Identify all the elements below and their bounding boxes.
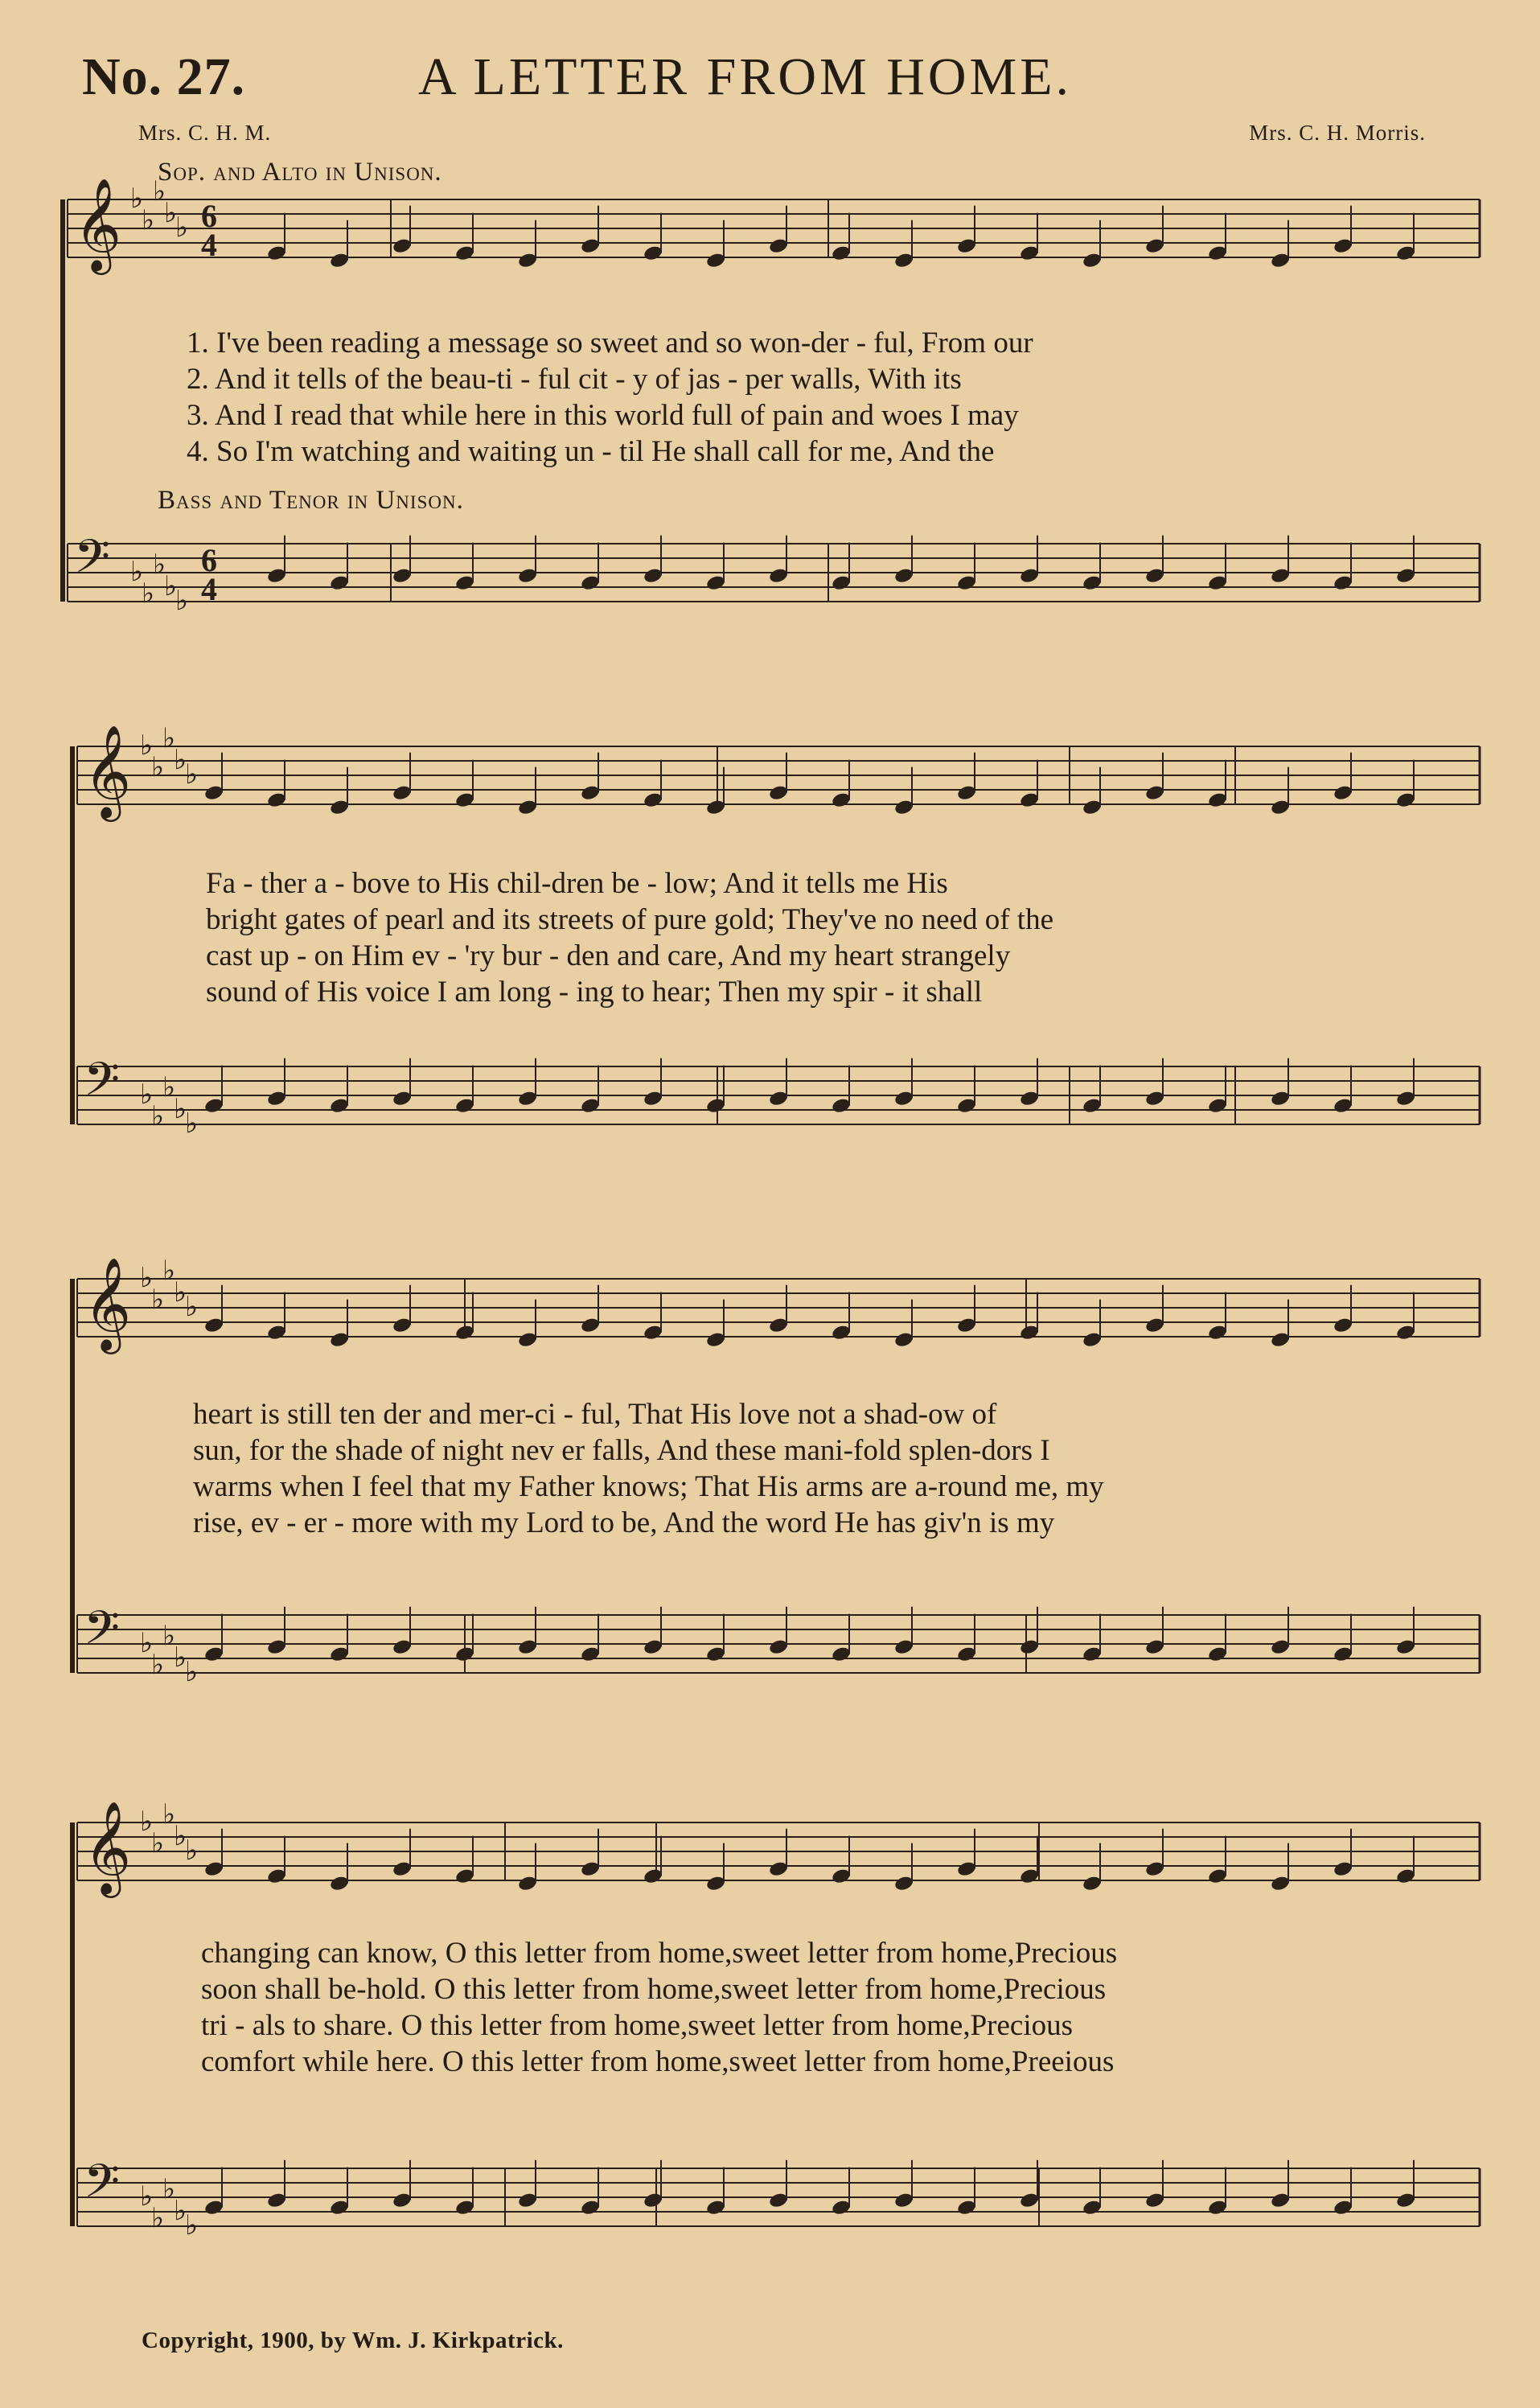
flat-icon: ♭ bbox=[164, 197, 178, 229]
flat-icon: ♭ bbox=[130, 556, 144, 588]
verse-line: Fa - ther a - bove to His chil-dren be - low; And it tells me His bbox=[206, 867, 948, 900]
verse-line: 2. And it tells of the beau-ti - ful cit - y of jas - per walls, With its bbox=[187, 363, 962, 396]
flat-icon: ♭ bbox=[153, 549, 166, 581]
flat-icon: ♭ bbox=[162, 722, 176, 754]
flat-icon: ♭ bbox=[140, 1079, 154, 1111]
time-signature-top: 6 bbox=[201, 542, 217, 578]
flat-icon: ♭ bbox=[151, 1100, 165, 1132]
flat-icon: ♭ bbox=[130, 183, 144, 215]
flat-icon: ♭ bbox=[142, 204, 155, 236]
verse-line: rise, ev - er - more with my Lord to be, And the word He has giv'n is my bbox=[193, 1506, 1055, 1539]
flat-icon: ♭ bbox=[140, 729, 154, 762]
flat-icon: ♭ bbox=[185, 1656, 199, 1688]
flat-icon: ♭ bbox=[174, 1093, 187, 1125]
verse-line: changing can know, O this letter from home,sweet letter from home,Precious bbox=[201, 1937, 1118, 1970]
verse-line: sound of His voice I am long - ing to hear; Then my spir - it shall bbox=[206, 976, 983, 1009]
flat-icon: ♭ bbox=[185, 2209, 199, 2242]
verse-line: 4. So I'm watching and waiting un - til He shall call for me, And the bbox=[187, 435, 995, 468]
hymn-number: No. 27. bbox=[82, 47, 246, 106]
flat-icon: ♭ bbox=[162, 1071, 176, 1103]
lyrics-system-1 bbox=[187, 325, 1033, 470]
flat-icon: ♭ bbox=[174, 1276, 187, 1309]
verse-line: heart is still ten der and mer-ci - ful, That His love not a shad-ow of bbox=[193, 1398, 997, 1431]
bass-clef-icon: 𝄢 bbox=[74, 528, 111, 595]
lyrics-system-2 bbox=[206, 865, 1053, 1010]
treble-clef-icon: 𝄞 bbox=[74, 176, 122, 271]
verse-line: tri - als to share. O this letter from home,sweet letter from home,Precious bbox=[201, 2009, 1074, 2042]
flat-icon: ♭ bbox=[140, 1627, 154, 1659]
words-credit: Mrs. C. H. M. bbox=[138, 121, 272, 145]
time-signature-bottom: 4 bbox=[201, 571, 217, 607]
flat-icon: ♭ bbox=[174, 744, 187, 776]
hymn-title: A LETTER FROM HOME. bbox=[418, 47, 1073, 106]
verse-line: bright gates of pearl and its streets of pure gold; They've no need of the bbox=[206, 903, 1054, 936]
flat-icon: ♭ bbox=[162, 1798, 176, 1831]
flat-icon: ♭ bbox=[151, 2202, 165, 2234]
flat-icon: ♭ bbox=[185, 1107, 199, 1140]
flat-icon: ♭ bbox=[140, 1806, 154, 1838]
music-credit: Mrs. C. H. Morris. bbox=[1249, 121, 1426, 145]
flat-icon: ♭ bbox=[151, 1827, 165, 1859]
verse-line: 1. I've been reading a message so sweet and so won-der - ful, From our bbox=[187, 327, 1033, 360]
bass-clef-icon: 𝄢 bbox=[84, 2153, 121, 2220]
flat-icon: ♭ bbox=[174, 1642, 187, 1674]
time-signature-top: 6 bbox=[201, 198, 217, 234]
lyrics-system-3 bbox=[193, 1396, 1104, 1541]
flat-icon: ♭ bbox=[151, 1649, 165, 1681]
flat-icon: ♭ bbox=[151, 751, 165, 783]
flat-icon: ♭ bbox=[142, 577, 155, 610]
flat-icon: ♭ bbox=[140, 1262, 154, 1294]
treble-clef-icon: 𝄞 bbox=[84, 723, 132, 818]
verse-line: comfort while here. O this letter from home,sweet letter from home,Preeious bbox=[201, 2045, 1115, 2078]
verse-line: 3. And I read that while here in this world full of pain and woes I may bbox=[187, 399, 1019, 432]
lyrics-system-4 bbox=[201, 1935, 1117, 2080]
verse-line: cast up - on Him ev - 'ry bur - den and care, And my heart strangely bbox=[206, 939, 1011, 972]
bass-clef-icon: 𝄢 bbox=[84, 1051, 121, 1118]
flat-icon: ♭ bbox=[153, 175, 166, 208]
flat-icon: ♭ bbox=[162, 1255, 176, 1287]
flat-icon: ♭ bbox=[185, 1835, 199, 1867]
verse-line: soon shall be-hold. O this letter from home,sweet letter from home,Precious bbox=[201, 1973, 1107, 2006]
copyright-notice: Copyright, 1900, by Wm. J. Kirkpatrick. bbox=[142, 2328, 564, 2353]
lower-voices-direction: Bass and Tenor in Unison. bbox=[158, 486, 464, 515]
flat-icon: ♭ bbox=[162, 2173, 176, 2205]
verse-line: warms when I feel that my Father knows; That His arms are a-round me, my bbox=[193, 1470, 1104, 1503]
flat-icon: ♭ bbox=[164, 570, 178, 602]
flat-icon: ♭ bbox=[162, 1620, 176, 1652]
bass-clef-icon: 𝄢 bbox=[84, 1600, 121, 1666]
flat-icon: ♭ bbox=[140, 2180, 154, 2213]
flat-icon: ♭ bbox=[185, 1291, 199, 1323]
treble-clef-icon: 𝄞 bbox=[84, 1255, 132, 1350]
flat-icon: ♭ bbox=[185, 758, 199, 791]
verse-line: sun, for the shade of night nev er falls, And these mani-fold splen-dors I bbox=[193, 1434, 1050, 1467]
flat-icon: ♭ bbox=[175, 212, 189, 244]
flat-icon: ♭ bbox=[175, 585, 189, 617]
upper-voices-direction: Sop. and Alto in Unison. bbox=[158, 158, 442, 187]
time-signature-bottom: 4 bbox=[201, 227, 217, 263]
flat-icon: ♭ bbox=[174, 2195, 187, 2227]
treble-clef-icon: 𝄞 bbox=[84, 1799, 132, 1894]
flat-icon: ♭ bbox=[174, 1820, 187, 1852]
flat-icon: ♭ bbox=[151, 1284, 165, 1316]
